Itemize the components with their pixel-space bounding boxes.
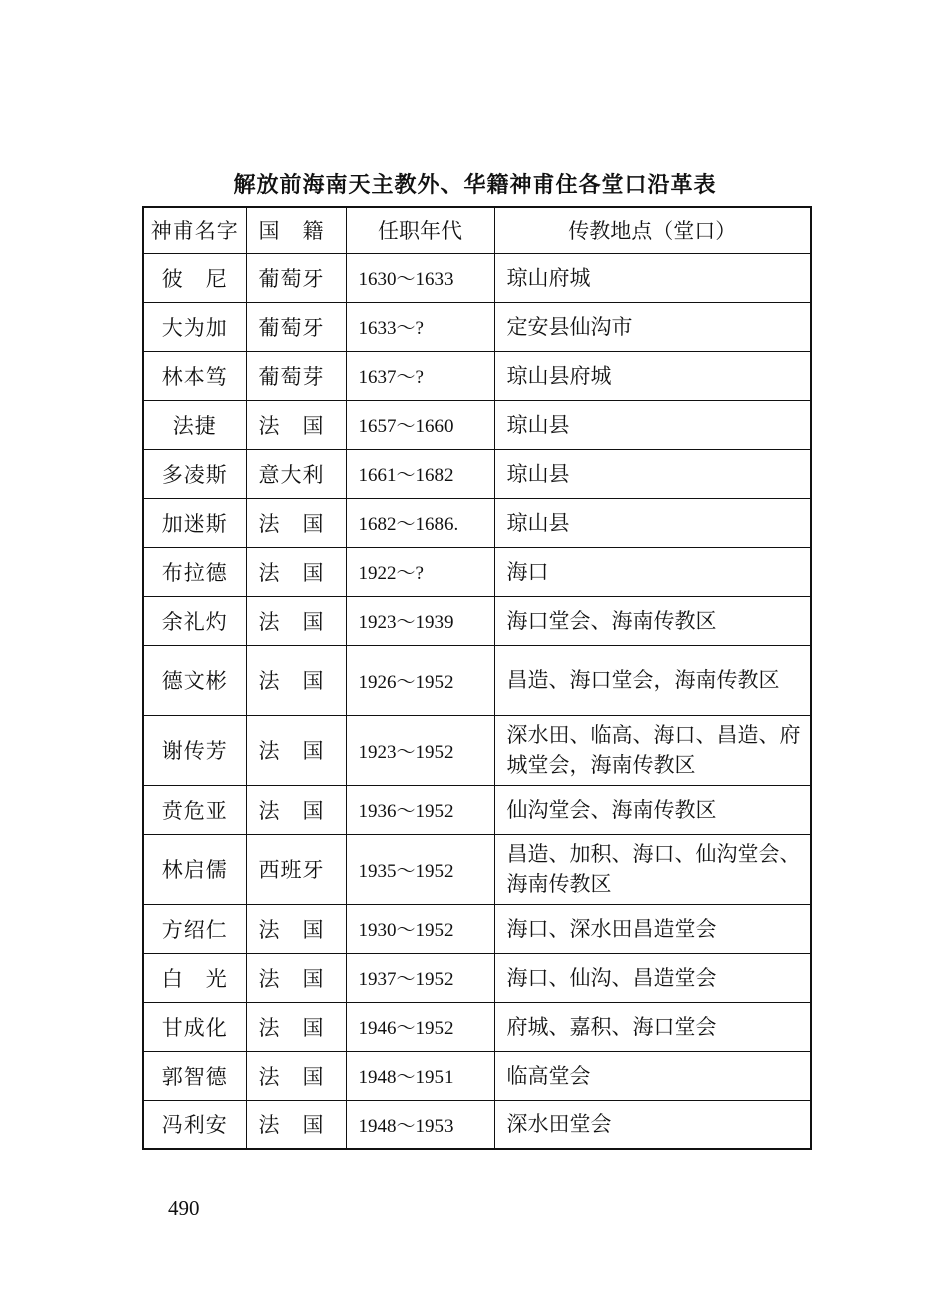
table-row: [143, 715, 811, 785]
place-cell: 琼山县: [494, 449, 811, 498]
place-cell: 海口: [494, 547, 811, 596]
years-cell: 1657～1660: [346, 400, 494, 449]
years-cell: 1922～?: [346, 547, 494, 596]
priest-name-cell: 加迷斯: [143, 498, 246, 547]
place-cell: 仙沟堂会、海南传教区: [494, 785, 811, 834]
priest-name-cell: 甘成化: [143, 1002, 246, 1051]
nationality-cell: 法 国: [246, 596, 346, 645]
place-cell: 海口、深水田昌造堂会: [494, 904, 811, 953]
years-cell: 1633～?: [346, 302, 494, 351]
years-cell: 1937～1952: [346, 953, 494, 1002]
priest-name-cell: 彼 尼: [143, 253, 246, 302]
place-cell: 昌造、海口堂会，海南传教区: [494, 645, 811, 715]
table-row: [143, 645, 811, 715]
years-cell: 1935～1952: [346, 834, 494, 904]
place-cell: 琼山县: [494, 498, 811, 547]
priest-name-cell: 大为加: [143, 302, 246, 351]
priest-name-cell: 德文彬: [143, 645, 246, 715]
place-cell: 琼山府城: [494, 253, 811, 302]
nationality-cell: 意大利: [246, 449, 346, 498]
nationality-cell: 法 国: [246, 645, 346, 715]
place-cell: 深水田、临高、海口、昌造、府城堂会，海南传教区: [494, 715, 811, 785]
nationality-cell: 法 国: [246, 400, 346, 449]
nationality-cell: 法 国: [246, 1100, 346, 1149]
table-row: [143, 1002, 811, 1051]
header-place: 传教地点（堂口）: [494, 207, 811, 253]
place-cell: 海口、仙沟、昌造堂会: [494, 953, 811, 1002]
nationality-cell: 西班牙: [246, 834, 346, 904]
priest-name-cell: 谢传芳: [143, 715, 246, 785]
header-nationality: 国 籍: [246, 207, 346, 253]
priests-table: [142, 206, 812, 1150]
priest-name-cell: 布拉德: [143, 547, 246, 596]
table-row: [143, 596, 811, 645]
nationality-cell: 葡萄牙: [246, 253, 346, 302]
nationality-cell: 法 国: [246, 498, 346, 547]
nationality-cell: 法 国: [246, 904, 346, 953]
place-cell: 临高堂会: [494, 1051, 811, 1100]
table-header-row: [143, 207, 811, 253]
page-number: 490: [168, 1196, 200, 1220]
years-cell: 1661～1682: [346, 449, 494, 498]
table-row: [143, 253, 811, 302]
nationality-cell: 葡萄芽: [246, 351, 346, 400]
years-cell: 1930～1952: [346, 904, 494, 953]
priest-name-cell: 法捷: [143, 400, 246, 449]
table-row: [143, 785, 811, 834]
header-name: 神甫名字: [143, 207, 246, 253]
table-row: [143, 302, 811, 351]
place-cell: 琼山县: [494, 400, 811, 449]
place-cell: 昌造、加积、海口、仙沟堂会、海南传教区: [494, 834, 811, 904]
priest-name-cell: 贲危亚: [143, 785, 246, 834]
table-row: [143, 953, 811, 1002]
place-cell: 定安县仙沟市: [494, 302, 811, 351]
place-cell: 海口堂会、海南传教区: [494, 596, 811, 645]
table-row: [143, 834, 811, 904]
table-row: [143, 1051, 811, 1100]
nationality-cell: 法 国: [246, 785, 346, 834]
priest-name-cell: 方绍仁: [143, 904, 246, 953]
nationality-cell: 法 国: [246, 953, 346, 1002]
nationality-cell: 法 国: [246, 547, 346, 596]
place-cell: 琼山县府城: [494, 351, 811, 400]
table-row: [143, 400, 811, 449]
nationality-cell: 法 国: [246, 715, 346, 785]
priest-name-cell: 林启儒: [143, 834, 246, 904]
place-cell: 深水田堂会: [494, 1100, 811, 1149]
table-row: [143, 1100, 811, 1149]
years-cell: 1637～?: [346, 351, 494, 400]
years-cell: 1923～1939: [346, 596, 494, 645]
table-row: [143, 904, 811, 953]
years-cell: 1946～1952: [346, 1002, 494, 1051]
table-row: [143, 498, 811, 547]
priest-name-cell: 郭智德: [143, 1051, 246, 1100]
nationality-cell: 葡萄牙: [246, 302, 346, 351]
table-title: 解放前海南天主教外、华籍神甫住各堂口沿革表: [233, 173, 717, 198]
years-cell: 1682～1686.: [346, 498, 494, 547]
nationality-cell: 法 国: [246, 1002, 346, 1051]
years-cell: 1923～1952: [346, 715, 494, 785]
table-row: [143, 547, 811, 596]
nationality-cell: 法 国: [246, 1051, 346, 1100]
priest-name-cell: 余礼灼: [143, 596, 246, 645]
years-cell: 1948～1951: [346, 1051, 494, 1100]
priest-name-cell: 冯利安: [143, 1100, 246, 1149]
priest-name-cell: 林本笃: [143, 351, 246, 400]
years-cell: 1926～1952: [346, 645, 494, 715]
table-row: [143, 449, 811, 498]
years-cell: 1936～1952: [346, 785, 494, 834]
table-row: [143, 351, 811, 400]
priest-name-cell: 多凌斯: [143, 449, 246, 498]
header-years: 任职年代: [346, 207, 494, 253]
years-cell: 1948～1953: [346, 1100, 494, 1149]
place-cell: 府城、嘉积、海口堂会: [494, 1002, 811, 1051]
priest-name-cell: 白 光: [143, 953, 246, 1002]
years-cell: 1630～1633: [346, 253, 494, 302]
